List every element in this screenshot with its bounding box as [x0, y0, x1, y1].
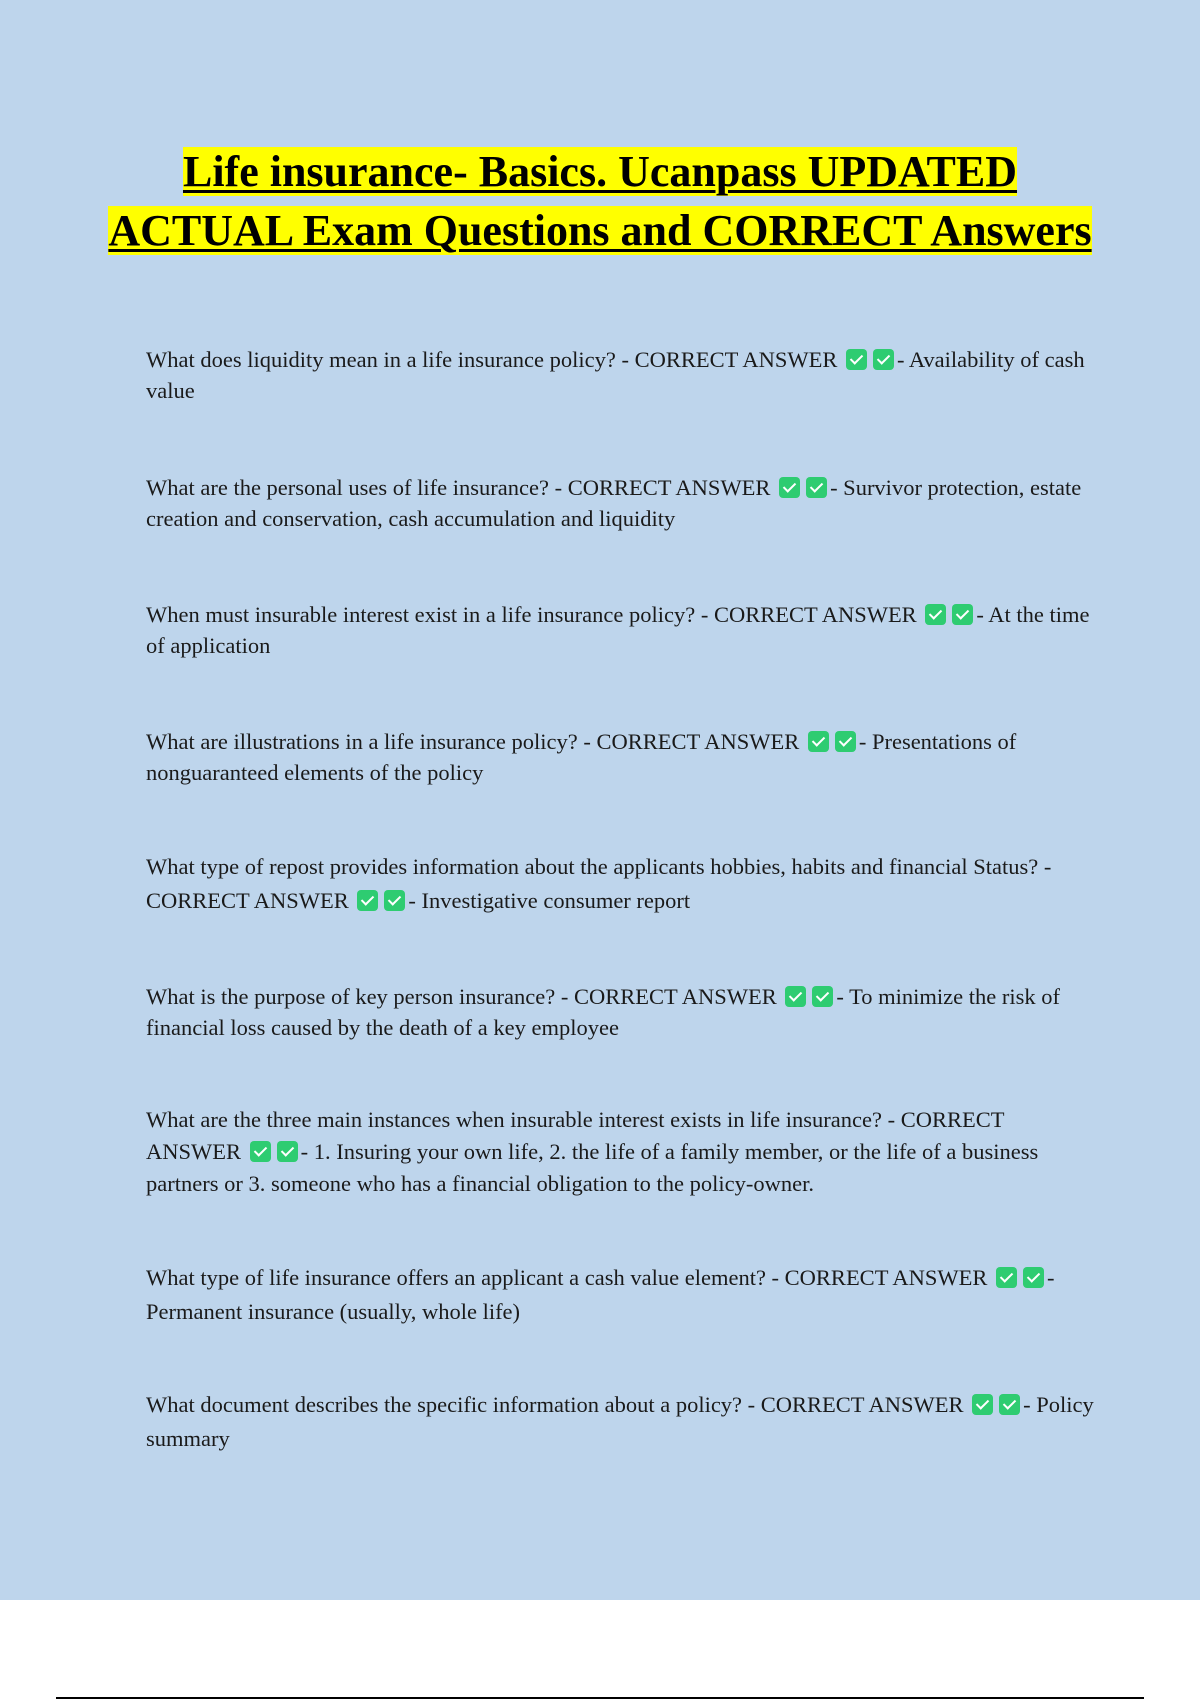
qa-item — [146, 850, 1096, 918]
qa-item — [146, 726, 1096, 788]
question-text: What are the three main instances when insurable interest exists in life insurance? - CORRECT ANSWER — [146, 1107, 1005, 1164]
answer-text: - To minimize the risk of financial loss caused by the death of a key employee — [146, 984, 1060, 1040]
qa-item — [146, 1388, 1096, 1456]
check-mark-icon — [835, 731, 856, 752]
check-mark-icon — [999, 1394, 1020, 1415]
question-text: What are the personal uses of life insurance? - CORRECT ANSWER — [146, 475, 777, 500]
answer-text: - 1. Insuring your own life, 2. the life of a family member, or the life of a business partners or 3. someone who has a financial obligation to the policy-owner. — [146, 1139, 1039, 1196]
qa-item — [146, 1261, 1096, 1329]
check-mark-icon — [972, 1394, 993, 1415]
question-text: What document describes the specific information about a policy? - CORRECT ANSWER — [146, 1392, 970, 1417]
check-mark-icon — [779, 477, 800, 498]
question-text: What is the purpose of key person insurance? - CORRECT ANSWER — [146, 984, 783, 1009]
document-title-text: Life insurance- Basics. Ucanpass UPDATED ACTUAL Exam Questions and CORRECT Answers — [108, 147, 1092, 255]
check-mark-icon — [846, 349, 867, 370]
answer-text: - Survivor protection, estate creation and conservation, cash accumulation and liquidity — [146, 475, 1082, 531]
qa-item — [146, 599, 1096, 661]
answer-text: - At the time of application — [146, 602, 1090, 658]
check-mark-icon — [996, 1267, 1017, 1288]
question-text: What type of life insurance offers an applicant a cash value element? - CORRECT ANSWER — [146, 1265, 994, 1290]
footer-divider — [56, 1697, 1144, 1699]
check-mark-icon — [812, 986, 833, 1007]
question-text: What are illustrations in a life insurance policy? - CORRECT ANSWER — [146, 729, 805, 754]
answer-text: - Policy summary — [146, 1392, 1094, 1451]
check-mark-icon — [785, 986, 806, 1007]
check-mark-icon — [952, 604, 973, 625]
document-title — [100, 142, 1100, 260]
answer-text: - Availability of cash value — [146, 347, 1085, 403]
qa-item — [146, 344, 1096, 406]
question-text: What does liquidity mean in a life insurance policy? - CORRECT ANSWER — [146, 347, 843, 372]
check-mark-icon — [806, 477, 827, 498]
check-mark-icon — [250, 1141, 271, 1162]
check-mark-icon — [873, 349, 894, 370]
check-mark-icon — [277, 1141, 298, 1162]
qa-item — [146, 981, 1096, 1043]
check-mark-icon — [1023, 1267, 1044, 1288]
question-text: What type of repost provides information about the applicants hobbies, habits and financial Status? - CORRECT ANSWER — [146, 854, 1052, 913]
answer-text: - Permanent insurance (usually, whole life) — [146, 1265, 1055, 1324]
answer-text: - Presentations of nonguaranteed elements of the policy — [146, 729, 1017, 785]
check-mark-icon — [357, 890, 378, 911]
answer-text: - Investigative consumer report — [408, 888, 691, 913]
check-mark-icon — [384, 890, 405, 911]
question-text: When must insurable interest exist in a life insurance policy? - CORRECT ANSWER — [146, 602, 923, 627]
qa-item — [146, 472, 1096, 534]
check-mark-icon — [925, 604, 946, 625]
check-mark-icon — [808, 731, 829, 752]
qa-item — [146, 1104, 1096, 1200]
